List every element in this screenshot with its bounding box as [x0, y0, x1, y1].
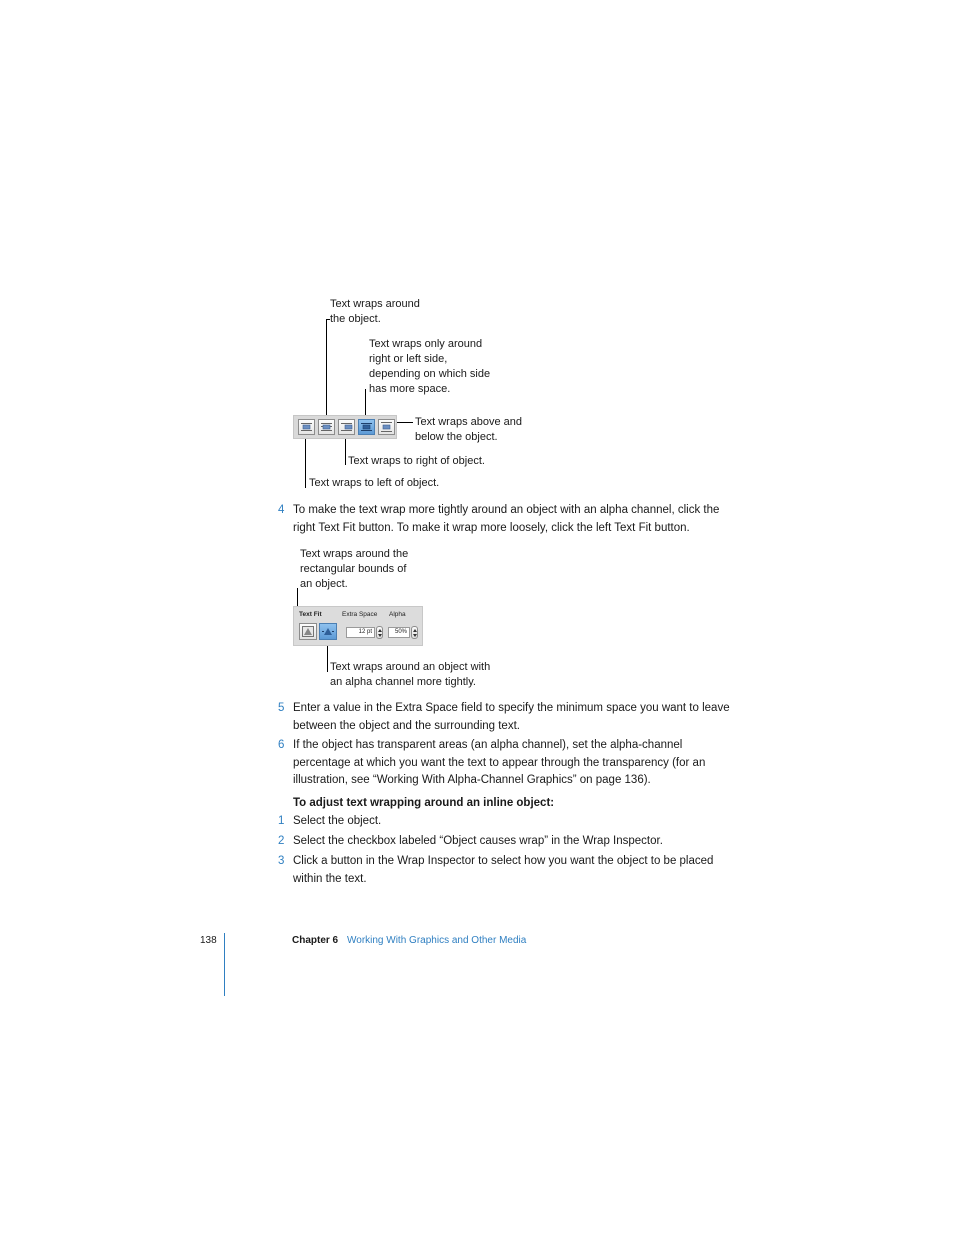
wrap-right-button[interactable]: [338, 419, 355, 435]
alpha-label: Alpha: [389, 611, 406, 618]
alpha-stepper[interactable]: [411, 626, 418, 639]
step-number: 3: [278, 855, 285, 867]
callout-wraps-around: Text wraps around the object.: [330, 298, 420, 325]
callout-wraps-above-below: Text wraps above and below the object.: [415, 416, 523, 443]
text-fit-label: Text Fit: [299, 611, 322, 618]
footer-rule: [224, 933, 225, 996]
text-fit-alpha-button[interactable]: [319, 623, 337, 640]
step-text: Select the object.: [293, 815, 382, 827]
leader-line: [326, 319, 327, 421]
step-number: 4: [278, 504, 285, 516]
wrap-above-below-icon: [380, 421, 393, 433]
step-text: To make the text wrap more tightly around an object with an alpha channel, click the right Text Fit button. To make it wrap more loosely, click the left Text Fit button.: [293, 504, 720, 534]
chapter-label: Chapter 6: [292, 935, 339, 946]
wrap-left-button[interactable]: [298, 419, 315, 435]
stepper-arrows-icon: [377, 627, 383, 639]
callout-wraps-left: Text wraps to left of object.: [309, 477, 440, 489]
extra-space-stepper[interactable]: [376, 626, 383, 639]
wrap-above-below-button[interactable]: [378, 419, 395, 435]
step-number: 6: [278, 739, 285, 751]
page-number: 138: [200, 935, 217, 946]
callout-wraps-right: Text wraps to right of object.: [348, 455, 485, 467]
leader-line: [305, 432, 306, 488]
step-number: 1: [278, 815, 285, 827]
text-fit-panel: [293, 606, 423, 646]
step-text: Select the checkbox labeled “Object causes wrap” in the Wrap Inspector.: [293, 835, 663, 847]
extra-space-input[interactable]: 12 pt: [346, 627, 375, 638]
step-text: Enter a value in the Extra Space field to specify the minimum space you want to leave between the object and the surrounding text.: [293, 702, 730, 732]
rectangular-bounds-icon: [302, 626, 314, 637]
wrap-largest-side-button[interactable]: [358, 419, 375, 435]
leader-line: [396, 422, 413, 423]
callout-rectangular-bounds: Text wraps around the rectangular bounds of an object.: [300, 548, 409, 590]
wrap-around-icon: [320, 421, 333, 433]
step-text: If the object has transparent areas (an alpha channel), set the alpha-channel percentage at which you want the text to appear through the transparency (for an illustration, see “Working With Alpha-Channel Graphics” on page 136).: [293, 739, 706, 786]
wrap-left-icon: [300, 421, 313, 433]
wrap-around-button[interactable]: [318, 419, 335, 435]
wrap-right-icon: [340, 421, 353, 433]
step-number: 5: [278, 702, 285, 714]
stepper-arrows-icon: [412, 627, 418, 639]
callout-alpha-channel: Text wraps around an object with an alpha channel more tightly.: [330, 661, 491, 688]
alpha-channel-icon: [322, 626, 334, 637]
wrap-buttons-toolbar: [293, 415, 397, 439]
alpha-input[interactable]: 50%: [388, 627, 410, 638]
inline-object-heading: To adjust text wrapping around an inline object:: [293, 797, 555, 809]
step-text: Click a button in the Wrap Inspector to select how you want the object to be placed within the text.: [293, 855, 714, 885]
leader-line: [326, 319, 330, 320]
callout-wraps-side: Text wraps only around right or left side, depending on which side has more space.: [369, 338, 491, 395]
chapter-title: Working With Graphics and Other Media: [347, 935, 527, 946]
extra-space-label: Extra Space: [342, 611, 378, 618]
text-fit-bounds-button[interactable]: [299, 623, 317, 640]
step-number: 2: [278, 835, 285, 847]
wrap-largest-side-icon: [360, 421, 373, 433]
